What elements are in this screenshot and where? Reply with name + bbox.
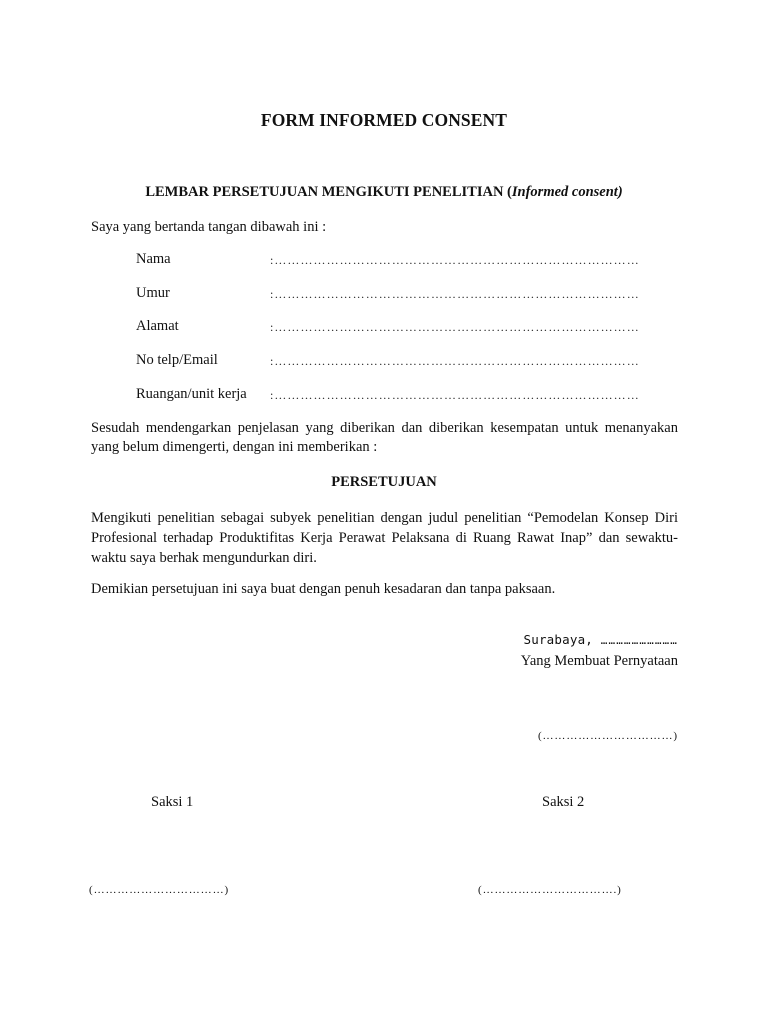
witness1-signature-blank[interactable]: (……………………………)	[89, 884, 230, 896]
intro-text: Saya yang bertanda tangan dibawah ini :	[91, 219, 327, 235]
field-label-ruangan: Ruangan/unit kerja	[136, 386, 247, 402]
paragraph-consent-statement: Mengikuti penelitian sebagai subyek penelitian dengan judul penelitian “Pemodelan Konsep Diri Profesional terhadap Produktifitas Kerja Perawat Pelaksana di Ruang Rawat Inap” dan sewaktu-waktu saya berhak mengundurkan diri.	[91, 510, 678, 566]
document-subtitle	[0, 184, 768, 201]
witness2-signature-line[interactable]	[478, 881, 622, 898]
subtitle-italic-text: Informed consent)	[511, 184, 623, 200]
maker-signature-line[interactable]	[538, 727, 678, 744]
witness1-label: Saksi 1	[151, 794, 194, 810]
field-blank-alamat[interactable]: :…………………………………………………………………………	[270, 320, 640, 334]
paragraph-explanation: Sesudah mendengarkan penjelasan yang diberikan dan diberikan kesempatan untuk menanyakan yang belum dimengerti, dengan ini memberikan :	[91, 420, 678, 455]
field-label-alamat: Alamat	[136, 318, 179, 334]
field-blank-umur[interactable]: :…………………………………………………………………………	[270, 287, 640, 301]
witness1-signature-line[interactable]	[89, 881, 229, 898]
field-label-telp-email: No telp/Email	[136, 352, 218, 368]
field-label-nama: Nama	[136, 251, 171, 267]
witness2-signature-blank[interactable]: (…………………………….)	[478, 884, 622, 896]
maker-label: Yang Membuat Pernyataan	[520, 653, 678, 669]
maker-signature-blank[interactable]: (……………………………)	[537, 730, 678, 742]
field-blank-nama[interactable]: :…………………………………………………………………………	[270, 253, 640, 267]
paragraph-closing: Demikian persetujuan ini saya buat dengan penuh kesadaran dan tanpa paksaan.	[91, 581, 556, 597]
field-blank-telp-email[interactable]: :…………………………………………………………………………	[270, 354, 640, 368]
place-date-line	[524, 632, 679, 647]
place-label: Surabaya,	[523, 632, 594, 647]
field-blank-ruangan[interactable]: :…………………………………………………………………………	[270, 388, 640, 402]
witness2-label: Saksi 2	[542, 794, 585, 810]
document-title: FORM INFORMED CONSENT	[260, 110, 508, 130]
date-blank[interactable]: …………………………	[600, 634, 678, 647]
field-label-umur: Umur	[136, 285, 170, 301]
subtitle-main-text: LEMBAR PERSETUJUAN MENGIKUTI PENELITIAN (	[145, 184, 512, 200]
section-heading-persetujuan: PERSETUJUAN	[331, 474, 437, 490]
